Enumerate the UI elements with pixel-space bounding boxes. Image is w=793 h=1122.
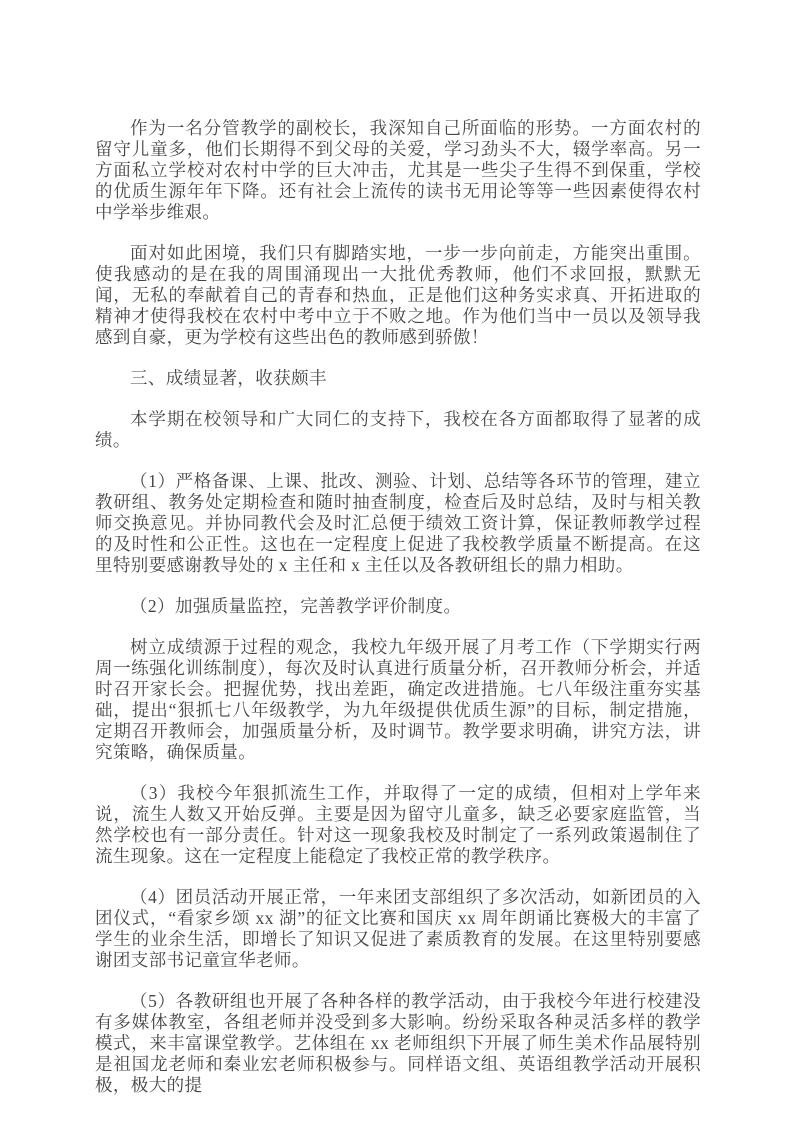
paragraph-item-5-teaching-groups: （5）各教研组也开展了各种各样的教学活动，由于我校今年进行校建没有多媒体教室，各组老师并没受到多大影响。纷纷采取各种灵活多样的教学模式，来丰富课堂教学。艺体组在 xx 老师组织下开展了师生美术作品展特别是祖国龙老师和秦业宏老师积极参与。同样语文组、英语组教学活动开展积极，极大的提 — [95, 991, 701, 1095]
paragraph-semester-results: 本学期在校领导和广大同仁的支持下，我校在各方面都取得了显著的成绩。 — [95, 409, 701, 450]
paragraph-item-1-management: （1）严格备课、上课、批改、测验、计划、总结等各环节的管理，建立教研组、教务处定期检查和随时抽查制度，检查后及时总结，及时与相关教师交换意见。并协同教代会及时汇总便于绩效工资计算，保证教师教学过程的及时性和公正性。这也在一定程度上促进了我校教学质量不断提高。在这里特别要感谢教导处的 x 主任和 x 主任以及各教研组长的鼎力相助。 — [95, 471, 701, 575]
paragraph-item-2-quality-monitoring: （2）加强质量监控，完善教学评价制度。 — [130, 596, 462, 616]
paragraph-quality-process: 树立成绩源于过程的观念，我校九年级开展了月考工作（下学期实行两周一练强化训练制度），每次及时认真进行质量分析，召开教师分析会，并适时召开家长会。把握优势，找出差距，确定改进措施。七八年级注重夯实基础，提出“狠抓七八年级教学，为九年级提供优质生源”的目标，制定措施，定期召开教师会，加强质量分析，及时调节。教学要求明确，讲究方法，讲究策略，确保质量。 — [95, 637, 701, 762]
paragraph-school-situation: 作为一名分管教学的副校长，我深知自己所面临的形势。一方面农村的留守儿童多，他们长期得不到父母的关爱，学习劲头不大，辍学率高。另一方面私立学校对农村中学的巨大冲击，尤其是一些尖子生得不到保重，学校的优质生源年年下降。还有社会上流传的读书无用论等等一些因素使得农村中学举步维艰。 — [95, 118, 701, 222]
document-content — [95, 118, 701, 1096]
section-heading-achievements: 三、成绩显著，收获颇丰 — [130, 368, 327, 388]
paragraph-item-4-youth-league: （4）团员活动开展正常，一年来团支部组织了多次活动，如新团员的入团仪式，“看家乡颂 xx 湖”的征文比赛和国庆 xx 周年朗诵比赛极大的丰富了学生的业余生活，即增长了知识又促进了素质教育的发展。在这里特别要感谢团支部书记童宣华老师。 — [95, 887, 701, 970]
paragraph-facing-difficulties: 面对如此困境，我们只有脚踏实地，一步一步向前走，方能突出重围。使我感动的是在我的周围涌现出一大批优秀教师，他们不求回报，默默无闻，无私的奉献着自己的青春和热血，正是他们这种务实求真、开拓进取的精神才使得我校在农村中考中立于不败之地。作为他们当中一员以及领导我感到自豪，更为学校有这些出色的教师感到骄傲！ — [95, 243, 701, 347]
paragraph-item-3-dropout-control: （3）我校今年狠抓流生工作，并取得了一定的成绩，但相对上学年来说，流生人数又开始反弹。主要是因为留守儿童多，缺乏必要家庭监管，当然学校也有一部分责任。针对这一现象我校及时制定了一系列政策遏制住了流生现象。这在一定程度上能稳定了我校正常的教学秩序。 — [95, 783, 701, 866]
